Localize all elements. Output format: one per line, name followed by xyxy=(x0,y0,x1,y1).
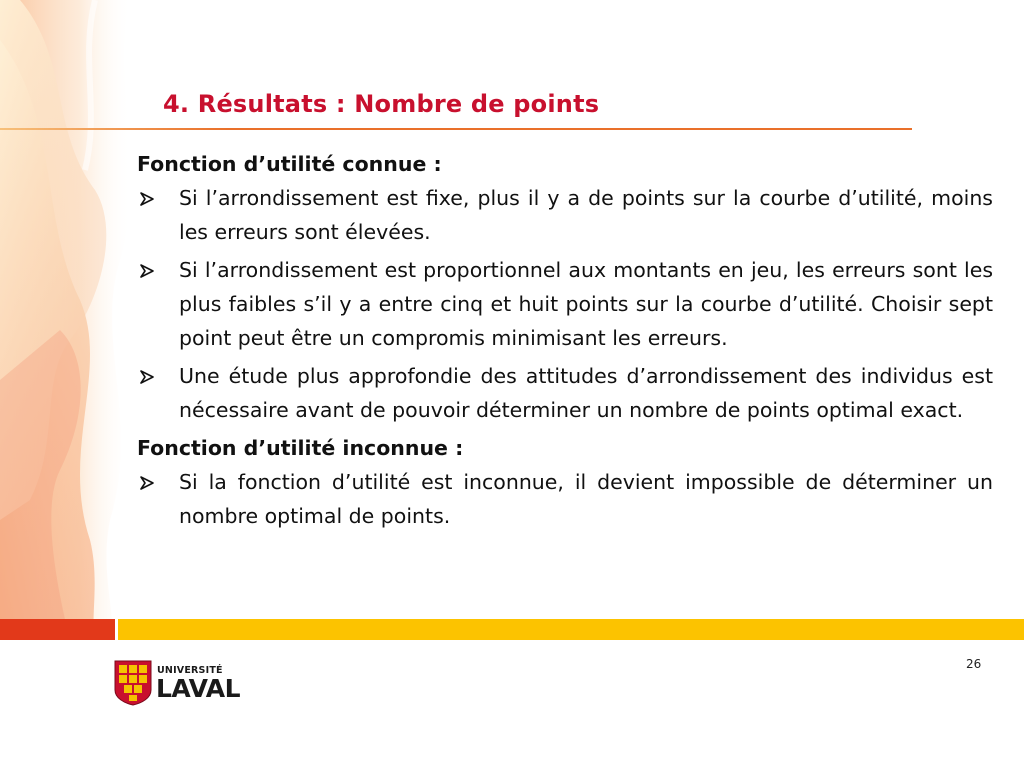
footer-band-red xyxy=(0,619,115,640)
footer-band-yellow xyxy=(118,619,1024,640)
page-number: 26 xyxy=(966,657,982,671)
slide-body xyxy=(137,147,993,537)
bullet-text: Une étude plus approfondie des attitudes d’arrondissement des individus est nécessaire avant de pouvoir déterminer un nombre de points optimal exact. xyxy=(179,364,993,422)
arrow-bullet-icon xyxy=(139,263,155,279)
bullet-text: Si la fonction d’utilité est inconnue, il devient impossible de déterminer un nombre optimal de points. xyxy=(179,470,993,528)
section-heading-known: Fonction d’utilité connue : xyxy=(137,152,442,176)
bullet-text: Si l’arrondissement est proportionnel aux montants en jeu, les erreurs sont les plus faibles s’il y a entre cinq et huit points sur la courbe d’utilité. Choisir sept point peut être un compromis minimisant les erreurs. xyxy=(179,258,993,350)
bullet-text: Si l’arrondissement est fixe, plus il y a de points sur la courbe d’utilité, moins les erreurs sont élevées. xyxy=(179,186,993,244)
logo-laval-text: LAVAL xyxy=(156,674,241,703)
bullet-item xyxy=(137,465,993,533)
title-divider xyxy=(0,128,912,130)
university-logo xyxy=(114,660,244,710)
section-heading-unknown: Fonction d’utilité inconnue : xyxy=(137,436,464,460)
slide-title: 4. Résultats : Nombre de points xyxy=(163,90,600,118)
bullet-item xyxy=(137,181,993,249)
arrow-bullet-icon xyxy=(139,475,155,491)
bullet-item xyxy=(137,359,993,427)
university-seal-icon xyxy=(114,660,152,706)
arrow-bullet-icon xyxy=(139,191,155,207)
bullet-item xyxy=(137,253,993,355)
arrow-bullet-icon xyxy=(139,369,155,385)
logo-university-text: UNIVERSITÉ xyxy=(157,665,223,676)
